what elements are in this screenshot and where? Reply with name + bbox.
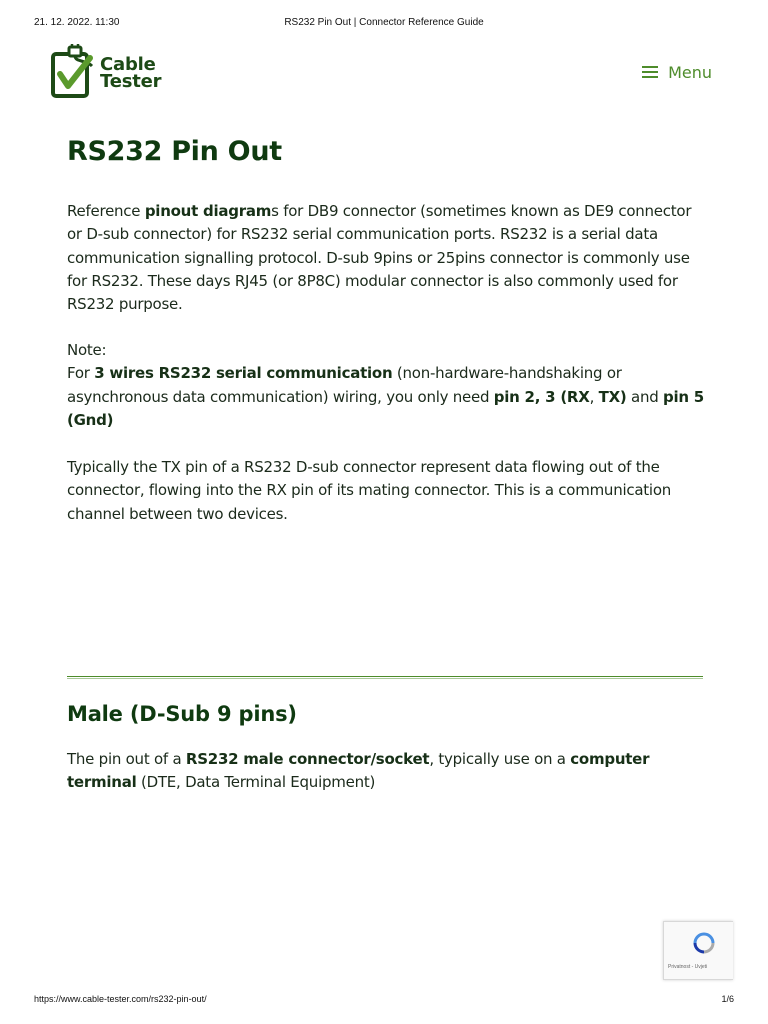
note-bold-3-wires: 3 wires RS232 serial communication: [94, 364, 393, 383]
section-divider: [67, 676, 703, 679]
note-text-4: and: [626, 387, 664, 406]
print-header: [34, 17, 734, 31]
logo-line-2: Tester: [100, 71, 162, 92]
male-section-title: Male (D-Sub 9 pins): [67, 702, 297, 726]
intro-text-1: Reference: [67, 202, 145, 220]
note-bold-pin-5: pin 5 (Gnd): [67, 387, 704, 429]
recaptcha-badge[interactable]: [663, 921, 733, 980]
recaptcha-terms-link[interactable]: Privatnost - Uvjeti: [668, 964, 708, 970]
note-text: [67, 362, 707, 432]
male-text-3: (DTE, Data Terminal Equipment): [136, 773, 376, 792]
intro-paragraph: [67, 200, 707, 316]
note-paragraph: [67, 339, 707, 432]
tx-rx-paragraph: Typically the TX pin of a RS232 D-sub connector represent data flowing out of the connector, flowing into the RX pin of its mating connector. This is a communication channel between two devices.: [67, 458, 672, 523]
male-section: [67, 702, 707, 792]
note-text-1: For: [67, 364, 95, 383]
hamburger-icon: [642, 66, 658, 78]
site-header: [50, 44, 712, 100]
note-bold-tx: TX): [598, 387, 627, 406]
print-footer: [34, 994, 734, 1008]
print-page-number: 1/6: [721, 994, 734, 1004]
note-label: Note:: [67, 341, 107, 359]
logo-wordmark: [100, 56, 161, 90]
male-bold-connector: RS232 male connector/socket: [185, 750, 430, 768]
print-url: https://www.cable-tester.com/rs232-pin-out/: [34, 994, 207, 1004]
male-text-1: The pin out of a: [67, 750, 186, 768]
page-title: RS232 Pin Out: [67, 136, 282, 167]
site-logo[interactable]: [50, 44, 160, 100]
cable-tester-logo-icon: [50, 44, 100, 100]
menu-button[interactable]: [642, 60, 712, 84]
note-text-2: (non-hardware-handshaking or asynchronous data communication) wiring, you only need: [67, 364, 622, 406]
note-text-3: ,: [589, 387, 599, 406]
print-date: 21. 12. 2022. 11:30: [34, 17, 120, 28]
menu-label: Menu: [668, 62, 712, 82]
logo-line-1: Cable: [100, 54, 156, 75]
intro-text-2: s for DB9 connector (sometimes known as DE9 connector or D-sub connector) for RS232 serial communication ports. RS232 is a serial data communication signalling protocol. D-sub 9pins or 25pins connector is commonly use for RS232. These days RJ45 (or 8P8C) modular connector is also commonly used for RS232 purpose.: [67, 202, 692, 314]
print-page-title: RS232 Pin Out | Connector Reference Guide: [284, 17, 484, 28]
note-bold-pins-rx: pin 2, 3 (RX: [493, 387, 590, 406]
male-text-2: , typically use on a: [429, 750, 571, 768]
male-bold-terminal: computer terminal: [67, 750, 650, 792]
article-content: [67, 136, 707, 523]
male-section-paragraph: [67, 748, 707, 795]
recaptcha-icon: [693, 932, 715, 954]
pinout-diagram-link[interactable]: pinout diagram: [144, 202, 272, 220]
